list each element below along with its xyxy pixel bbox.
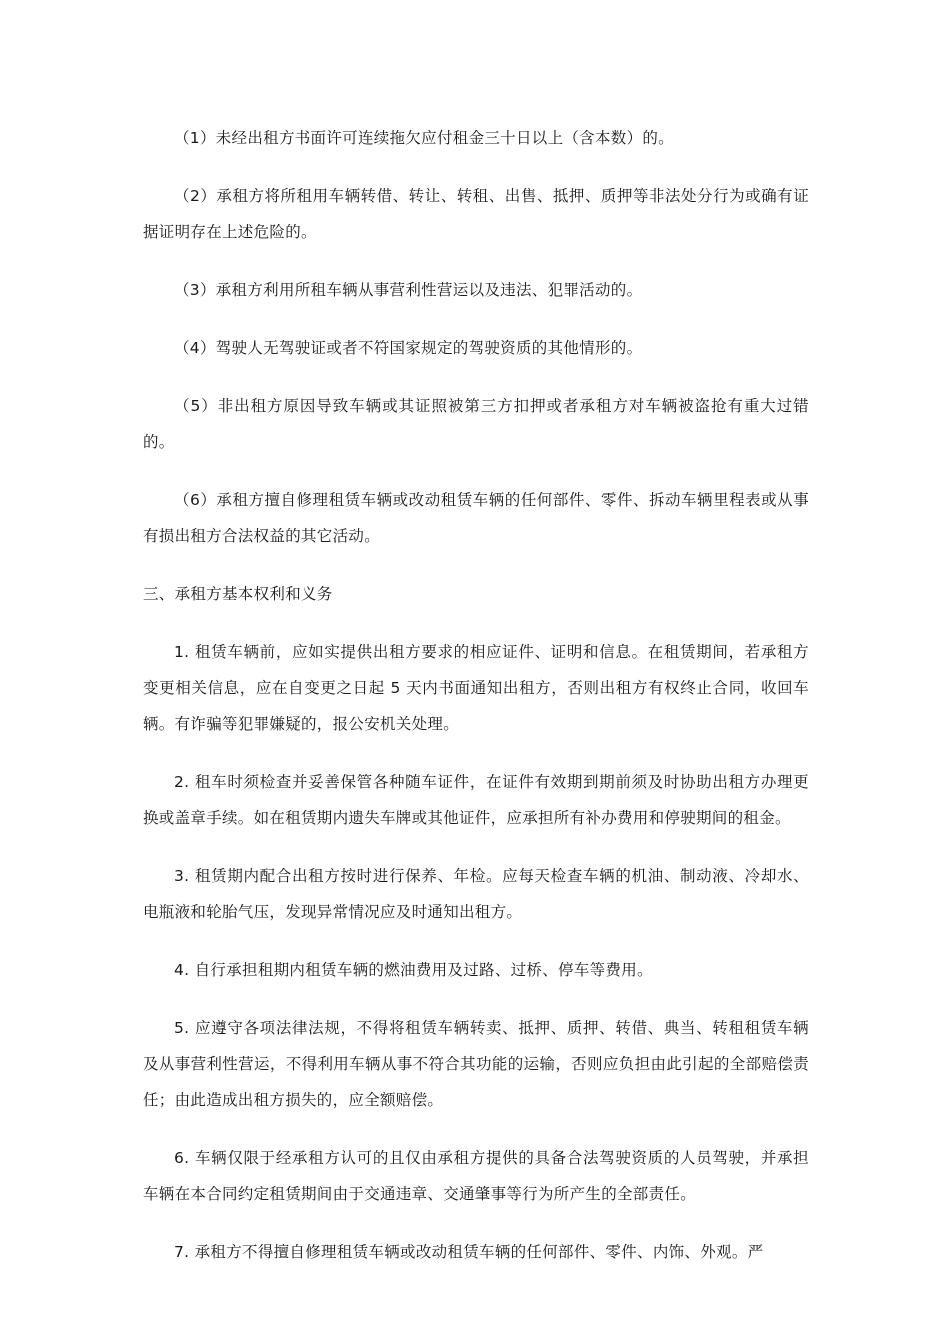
section-heading: 三、承租方基本权利和义务	[143, 585, 333, 603]
clause-item-5: （5）非出租方原因导致车辆或其证照被第三方扣押或者承租方对车辆被盗抢有重大过错的。	[143, 397, 809, 451]
obligation-item-2: 2. 租车时须检查并妥善保管各种随车证件，在证件有效期到期前须及时协助出租方办理更换或盖章手续。如在租赁期内遗失车牌或其他证件，应承担所有补办费用和停驶期间的租金。	[143, 773, 809, 827]
clause-item-3: （3）承租方利用所租车辆从事营利性营运以及违法、犯罪活动的。	[174, 281, 643, 299]
obligation-item-5: 5. 应遵守各项法律法规，不得将租赁车辆转卖、抵押、质押、转借、典当、转租租赁车辆及从事营利性营运，不得利用车辆从事不符合其功能的运输，否则应负担由此引起的全部赔偿责任；由此造成出租方损失的，应全额赔偿。	[143, 1019, 809, 1109]
clause-item-4: （4）驾驶人无驾驶证或者不符国家规定的驾驶资质的其他情形的。	[174, 339, 643, 357]
clause-item-1: （1）未经出租方书面许可连续拖欠应付租金三十日以上（含本数）的。	[174, 129, 674, 147]
clause-item-2: （2）承租方将所租用车辆转借、转让、转租、出售、抵押、质押等非法处分行为或确有证据证明存在上述危险的。	[143, 187, 809, 241]
document-body	[143, 120, 809, 1292]
obligation-item-3: 3. 租赁期内配合出租方按时进行保养、年检。应每天检查车辆的机油、制动液、冷却水、电瓶液和轮胎气压，发现异常情况应及时通知出租方。	[143, 867, 809, 921]
obligation-item-4: 4. 自行承担租期内租赁车辆的燃油费用及过路、过桥、停车等费用。	[174, 961, 653, 979]
obligation-item-7: 7. 承租方不得擅自修理租赁车辆或改动租赁车辆的任何部件、零件、内饰、外观。严	[174, 1243, 764, 1261]
clause-item-6: （6）承租方擅自修理租赁车辆或改动租赁车辆的任何部件、零件、拆动车辆里程表或从事有损出租方合法权益的其它活动。	[143, 491, 809, 545]
obligation-item-1: 1. 租赁车辆前，应如实提供出租方要求的相应证件、证明和信息。在租赁期间，若承租方变更相关信息，应在自变更之日起 5 天内书面通知出租方，否则出租方有权终止合同，收回车辆。有诈骗等犯罪嫌疑的，报公安机关处理。	[143, 643, 809, 733]
obligation-item-6: 6. 车辆仅限于经承租方认可的且仅由承租方提供的具备合法驾驶资质的人员驾驶，并承担车辆在本合同约定租赁期间由于交通违章、交通肇事等行为所产生的全部责任。	[143, 1149, 809, 1203]
